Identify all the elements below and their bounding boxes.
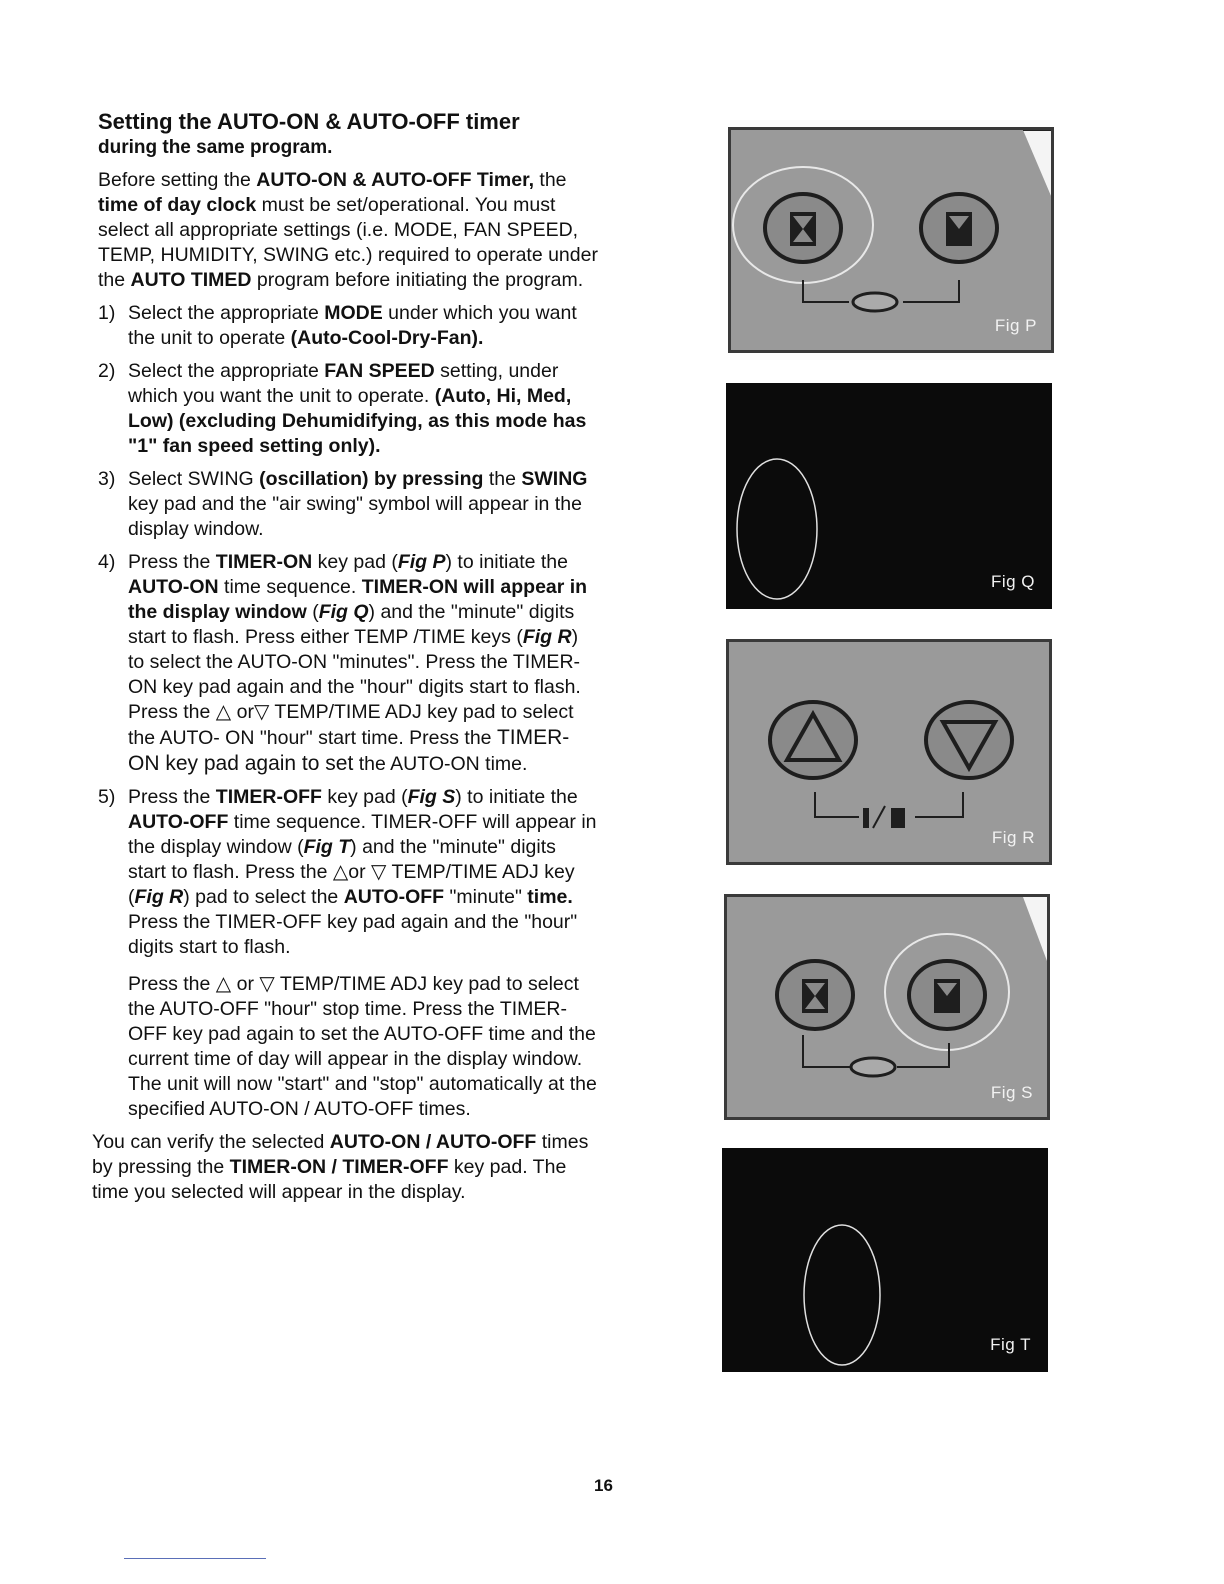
temp-time-indicator-icon xyxy=(863,806,905,828)
figure-s-timer-panel xyxy=(724,894,1050,1120)
step-4: 4) Press the TIMER-ON key pad (Fig P) to initiate the AUTO-ON time sequence. TIMER-ON will appear in the display window (Fig Q) and the "minute" digits start to flash. Press either TEMP /TIME keys (Fig R) to select the AUTO-ON "minutes". Press the TIMER-ON key pad again and the "hour" digits start to flash. Press the △ or▽ TEMP/TIME ADJ key pad to select the AUTO- ON "hour" start time. Press the TIMER-ON key pad again to set the AUTO-ON time. xyxy=(98,551,588,775)
step-number: 3) xyxy=(98,468,116,490)
section-subtitle: during the same program. xyxy=(98,137,333,158)
up-triangle-icon: △ xyxy=(215,973,232,995)
down-button-icon xyxy=(926,702,1012,778)
timer-on-button-icon xyxy=(765,194,841,262)
page-number: 16 xyxy=(594,1476,613,1495)
steps-list xyxy=(98,301,598,960)
timer-off-button-icon xyxy=(921,194,997,262)
up-triangle-icon: △ xyxy=(332,861,349,883)
step-5: 5) Press the TIMER-OFF key pad (Fig S) to initiate the AUTO-OFF time sequence. TIMER-OFF will appear in the display window (Fig T) and the "minute" digits start to flash. Press the △or ▽ TEMP/TIME ADJ key (Fig R) pad to select the AUTO-OFF "minute" time. Press the TIMER-OFF key pad again and the "hour" digits start to flash. xyxy=(98,786,597,958)
fig-reference: Fig T xyxy=(303,836,351,858)
fig-reference: Fig P xyxy=(397,551,446,573)
step-3: 3) Select SWING (oscillation) by pressing the SWING key pad and the "air swing" symbol will appear in the display window. xyxy=(98,468,588,540)
step-number: 5) xyxy=(98,786,116,808)
step-1: 1) Select the appropriate MODE under which you want the unit to operate (Auto-Cool-Dry-Fan). xyxy=(98,302,577,349)
figure-label: Fig P xyxy=(994,316,1037,335)
step-number: 4) xyxy=(98,551,116,573)
text-column xyxy=(92,108,598,1213)
highlight-oval xyxy=(804,1225,880,1365)
figure-label: Fig R xyxy=(991,828,1035,847)
figure-r-adjust-panel xyxy=(726,639,1052,865)
fig-reference: Fig R xyxy=(134,886,184,908)
figure-t-display-panel xyxy=(722,1148,1048,1372)
down-triangle-icon: ▽ xyxy=(253,701,270,723)
figure-p-timer-panel xyxy=(728,127,1054,353)
section-title: Setting the AUTO-ON & AUTO-OFF timer xyxy=(98,109,520,134)
intro-paragraph: Before setting the AUTO-ON & AUTO-OFF Timer, the time of day clock must be set/operational. You must select all appropriate settings (i.e. MODE, FAN SPEED, TEMP, HUMIDITY, SWING etc.) required to operate under the AUTO TIMED program before initiating the program. xyxy=(98,169,598,291)
footer-rule xyxy=(124,1558,266,1559)
fig-reference: Fig S xyxy=(407,786,456,808)
highlight-oval xyxy=(737,459,817,599)
fig-reference: Fig R xyxy=(522,626,572,648)
figure-label: Fig Q xyxy=(990,572,1035,591)
timer-indicator-icon xyxy=(853,293,897,311)
up-triangle-icon: △ xyxy=(215,701,232,723)
down-triangle-icon: ▽ xyxy=(259,973,275,995)
step-number: 2) xyxy=(98,360,116,382)
figure-label: Fig T xyxy=(990,1335,1031,1354)
figure-label: Fig S xyxy=(990,1083,1033,1102)
timer-off-button-icon xyxy=(909,961,985,1029)
timer-indicator-icon xyxy=(851,1058,895,1076)
down-triangle-icon: ▽ xyxy=(371,861,387,883)
step-2: 2) Select the appropriate FAN SPEED setting, under which you want the unit to operate. (Auto, Hi, Med, Low) (excluding Dehumidifying, as this mode has "1" fan speed setting only). xyxy=(98,360,587,457)
outro-paragraph: You can verify the selected AUTO-ON / AUTO-OFF times by pressing the TIMER-ON / TIMER-OFF key pad. The time you selected will appear in the display. xyxy=(92,1131,589,1203)
timer-on-button-icon xyxy=(777,961,853,1029)
up-button-icon xyxy=(770,702,856,778)
fig-reference: Fig Q xyxy=(318,601,369,623)
continuation-paragraph: Press the △ or ▽ TEMP/TIME ADJ key pad to select the AUTO-OFF "hour" stop time. Press the TIMER-OFF key pad again to set the AUTO-OFF time and the current time of day will appear in the display window. The unit will now "start" and "stop" automatically at the specified AUTO-ON / AUTO-OFF times. xyxy=(128,973,597,1120)
step-number: 1) xyxy=(98,302,116,324)
figure-q-display-panel xyxy=(726,383,1052,609)
